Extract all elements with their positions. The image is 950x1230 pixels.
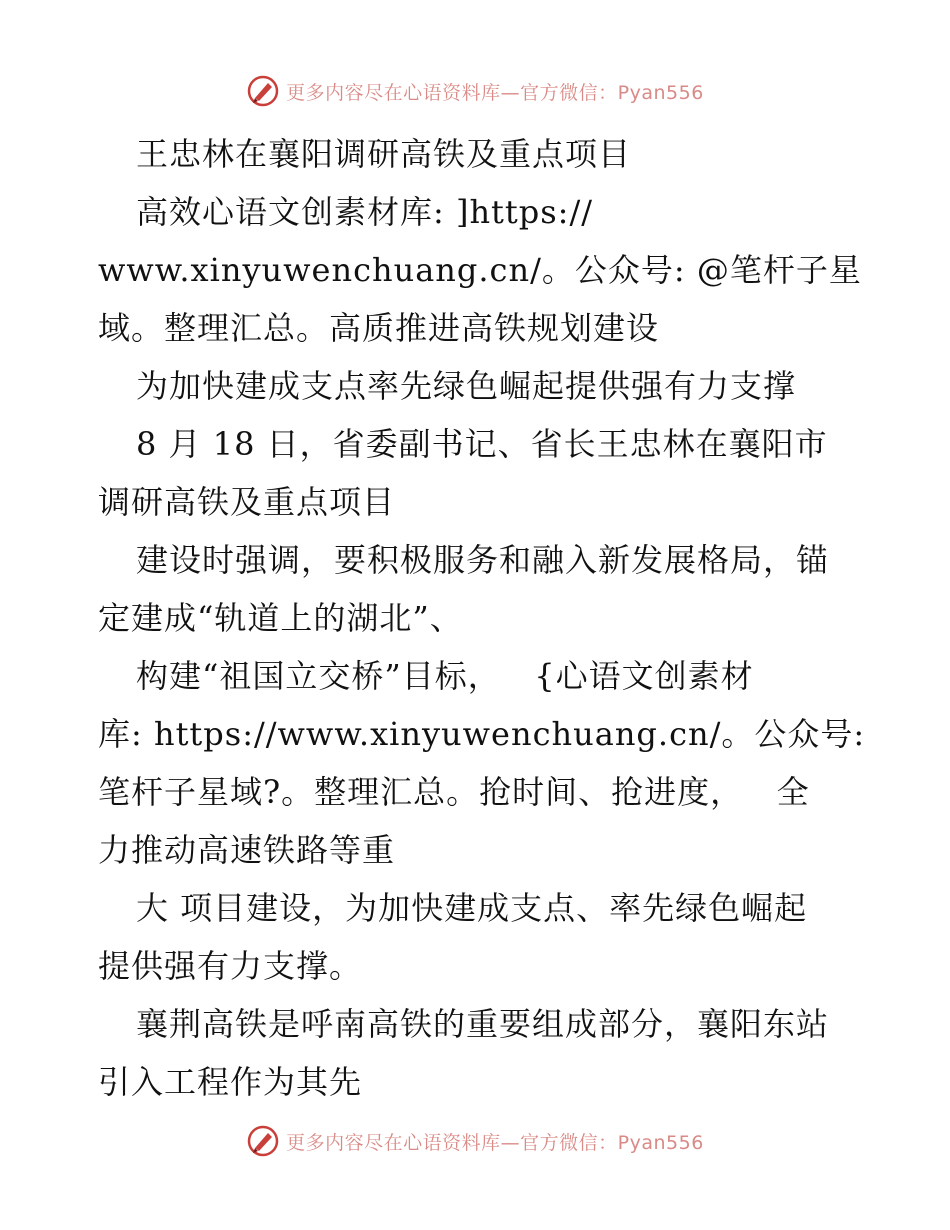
text-line: www.xinyuwenchuang.cn/。公众号: @笔杆子星: [98, 251, 862, 289]
text-line: 引入工程作为其先: [98, 1063, 363, 1101]
text-line: 定建成“轨道上的湖北”、: [98, 599, 463, 637]
text-line: 调研高铁及重点项目: [98, 483, 396, 521]
text-line: 高效心语文创素材库: ]https://: [136, 193, 594, 231]
text-line: 构建“祖国立交桥”目标， {心语文创素材: [136, 657, 754, 695]
text-line: 提供强有力支撑。: [98, 947, 363, 985]
footer-watermark-banner: [0, 1119, 950, 1163]
text-line: 库: https://www.xinyuwenchuang.cn/。公众号:: [98, 715, 866, 753]
text-line: 为加快建成支点率先绿色崛起提供强有力支撑: [136, 367, 797, 405]
document-body: [98, 125, 866, 1111]
pen-logo-icon: [246, 1124, 280, 1158]
text-line: 建设时强调，要积极服务和融入新发展格局，锚: [136, 541, 830, 579]
header-watermark-banner: [0, 69, 950, 113]
text-line: 力推动高速铁路等重: [98, 831, 396, 869]
text-line: 王忠林在襄阳调研高铁及重点项目: [136, 135, 632, 173]
watermark-text: 更多内容尽在心语资料库—官方微信：Pyan556: [286, 81, 704, 104]
watermark-text: 更多内容尽在心语资料库—官方微信：Pyan556: [286, 1131, 704, 1154]
text-line: 襄荆高铁是呼南高铁的重要组成部分，襄阳东站: [136, 1005, 830, 1043]
text-line: 8 月 18 日，省委副书记、省长王忠林在襄阳市: [136, 425, 828, 463]
text-line: 大 项目建设，为加快建成支点、率先绿色崛起: [136, 889, 808, 927]
text-line: 笔杆子星域?。整理汇总。抢时间、抢进度， 全: [98, 773, 810, 811]
text-line: 域。整理汇总。高质推进高铁规划建设: [98, 309, 660, 347]
pen-logo-icon: [246, 74, 280, 108]
